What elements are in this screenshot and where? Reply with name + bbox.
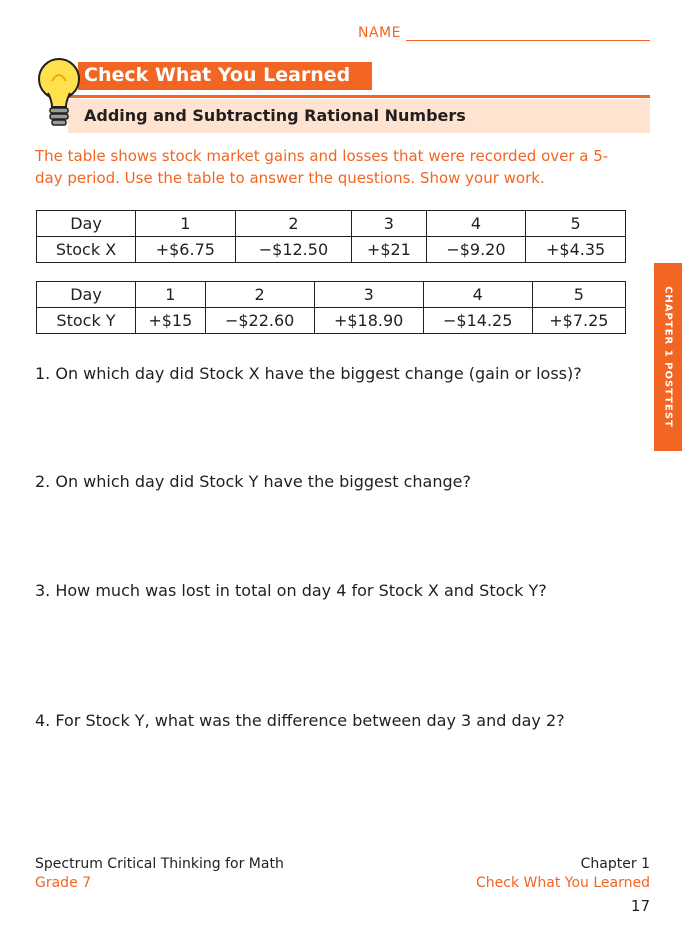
page-number: 17: [630, 897, 650, 915]
value-cell: −$12.50: [235, 237, 352, 263]
value-cell: +$18.90: [314, 308, 423, 334]
day-cell: 4: [426, 211, 526, 237]
value-cell: +$6.75: [136, 237, 236, 263]
day-cell: 4: [423, 282, 532, 308]
stock-label-cell: Stock X: [37, 237, 136, 263]
stock-label-cell: Stock Y: [37, 308, 136, 334]
day-cell: 2: [235, 211, 352, 237]
table-header-row: [37, 211, 626, 237]
day-cell: 5: [526, 211, 626, 237]
day-header-cell: Day: [37, 282, 136, 308]
question-4: 4. For Stock Y, what was the difference between day 3 and day 2?: [35, 711, 565, 730]
subtitle-bar: [68, 99, 650, 133]
name-label: NAME: [358, 25, 401, 41]
day-cell: 5: [532, 282, 625, 308]
chapter-label: Chapter 1: [580, 856, 650, 872]
day-cell: 1: [136, 211, 236, 237]
value-cell: −$14.25: [423, 308, 532, 334]
value-cell: +$15: [136, 308, 206, 334]
day-cell: 3: [352, 211, 426, 237]
book-title: Spectrum Critical Thinking for Math: [35, 856, 284, 872]
name-field: [358, 25, 650, 45]
day-header-cell: Day: [37, 211, 136, 237]
title-banner: [78, 62, 372, 90]
section-label: Check What You Learned: [476, 875, 650, 891]
instructions-text: The table shows stock market gains and losses that were recorded over a 5-day period. Use the table to answer the questions. Show your work.: [35, 147, 609, 187]
value-cell: +$7.25: [532, 308, 625, 334]
footer-left: [35, 855, 284, 893]
stock-y-table: [36, 281, 626, 334]
header-rule: [52, 95, 650, 98]
day-cell: 2: [205, 282, 314, 308]
lightbulb-icon: [34, 55, 84, 133]
value-cell: +$4.35: [526, 237, 626, 263]
value-cell: +$21: [352, 237, 426, 263]
day-cell: 3: [314, 282, 423, 308]
table-row: [37, 237, 626, 263]
side-tab-label: CHAPTER 1 POSTTEST: [662, 286, 674, 428]
day-cell: 1: [136, 282, 206, 308]
grade-label: Grade 7: [35, 875, 92, 891]
section-subtitle: Adding and Subtracting Rational Numbers: [84, 106, 466, 125]
chapter-posttest-tab: [654, 263, 682, 451]
table-row: [37, 308, 626, 334]
question-3: 3. How much was lost in total on day 4 for Stock X and Stock Y?: [35, 581, 547, 600]
stock-x-table: [36, 210, 626, 263]
value-cell: −$22.60: [205, 308, 314, 334]
question-1: 1. On which day did Stock X have the biggest change (gain or loss)?: [35, 364, 582, 383]
question-2: 2. On which day did Stock Y have the biggest change?: [35, 472, 471, 491]
value-cell: −$9.20: [426, 237, 526, 263]
table-header-row: [37, 282, 626, 308]
name-write-line: [406, 40, 650, 41]
page-title: Check What You Learned: [84, 64, 351, 86]
footer-right: [476, 855, 650, 893]
